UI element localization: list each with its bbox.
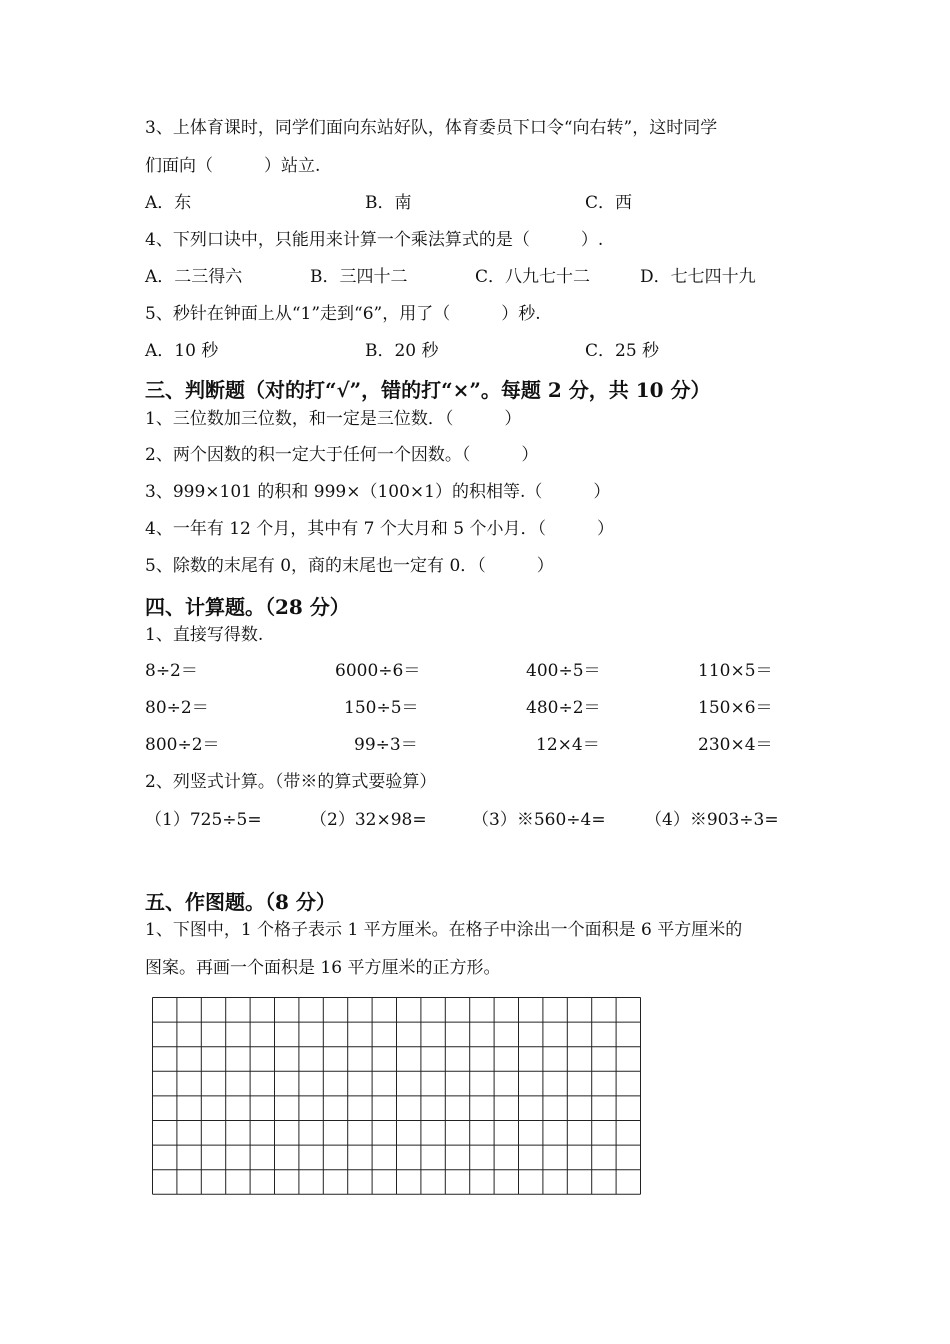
q3-text-line1: 3、上体育课时，同学们面向东站好队，体育委员下口令“向右转”，这时同学 [145,118,718,138]
q3-option-b: B．南 [365,193,412,213]
square-grid[interactable] [152,997,642,1197]
oral-calc-item: 800÷2＝ [145,735,220,755]
vertical-calc-item-2: （2）32×98= [310,810,427,830]
q4-option-d: D．七七四十九 [640,267,756,287]
oral-calc-item: 230×4＝ [698,735,773,755]
q3-text-line2: 们面向（ ）站立. [145,156,321,176]
oral-calc-item: 480÷2＝ [526,698,601,718]
q5-text: 5、秒针在钟面上从“1”走到“6”，用了（ ）秒. [145,304,541,324]
vertical-calc-item-4: （4）※903÷3= [645,810,779,830]
drawing-question-line2: 图案。再画一个面积是 16 平方厘米的正方形。 [145,958,501,978]
section-3-heading: 三、判断题（对的打“√”，错的打“×”。每题 2 分，共 10 分） [145,378,711,402]
q4-option-a: A．二三得六 [145,267,243,287]
oral-calc-item: 400÷5＝ [526,661,601,681]
section-4-heading: 四、计算题。（28 分） [145,595,350,619]
oral-calc-item: 12×4＝ [536,735,600,755]
vertical-calc-item-3: （3）※560÷4= [472,810,606,830]
q4-text: 4、下列口诀中，只能用来计算一个乘法算式的是（ ）. [145,230,604,250]
section-5-heading: 五、作图题。（8 分） [145,890,336,914]
oral-calc-item: 110×5＝ [698,661,773,681]
q3-option-a: A．东 [145,193,192,213]
oral-calc-item: 150×6＝ [698,698,773,718]
drawing-question-line1: 1、下图中，1 个格子表示 1 平方厘米。在格子中涂出一个面积是 6 平方厘米的 [145,920,743,940]
q4-option-b: B．三四十二 [310,267,408,287]
q5-option-a: A．10 秒 [145,341,219,361]
judge-item-2: 2、两个因数的积一定大于任何一个因数。（ ） [145,445,539,465]
oral-calc-instruction: 1、直接写得数. [145,625,264,645]
vertical-calc-item-1: （1）725÷5= [145,810,262,830]
judge-item-3: 3、999×101 的积和 999×（100×1）的积相等.（ ） [145,482,611,502]
judge-item-5: 5、除数的末尾有 0，商的末尾也一定有 0．（ ） [145,556,554,576]
q5-option-b: B．20 秒 [365,341,439,361]
oral-calc-item: 8÷2＝ [145,661,198,681]
q5-option-c: C．25 秒 [585,341,660,361]
judge-item-4: 4、一年有 12 个月，其中有 7 个大月和 5 个小月．（ ） [145,519,615,539]
oral-calc-item: 6000÷6＝ [335,661,421,681]
q4-option-c: C．八九七十二 [475,267,591,287]
q3-option-c: C．西 [585,193,633,213]
oral-calc-item: 80÷2＝ [145,698,209,718]
oral-calc-item: 150÷5＝ [344,698,419,718]
oral-calc-item: 99÷3＝ [354,735,418,755]
judge-item-1: 1、三位数加三位数，和一定是三位数．（ ） [145,409,522,429]
vertical-calc-instruction: 2、列竖式计算。（带※的算式要验算） [145,772,437,792]
